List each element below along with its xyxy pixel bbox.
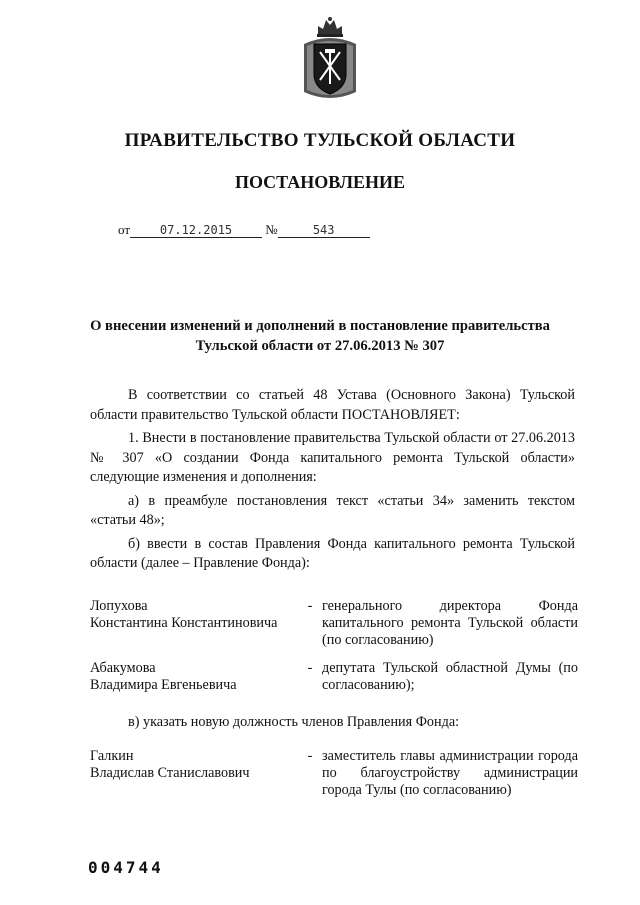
document-number: 543 bbox=[278, 223, 370, 238]
paragraph-item-b: б) ввести в состав Правления Фонда капитального ремонта Тульской области (далее – Правление Фонда): bbox=[90, 535, 575, 571]
member-dash: - bbox=[307, 748, 313, 764]
member-name bbox=[90, 598, 300, 632]
paragraph-preamble: В соответствии со статьей 48 Устава (Основного Закона) Тульской области правительство Тульской области ПОСТАНОВЛЯЕТ: bbox=[90, 387, 575, 423]
member-surname: Абакумова bbox=[90, 660, 156, 676]
member-dash: - bbox=[307, 598, 313, 614]
date-number-line bbox=[118, 222, 370, 238]
member-surname: Лопухова bbox=[90, 598, 148, 614]
date-prefix: от bbox=[118, 222, 131, 237]
paragraph-item-1: 1. Внести в постановление правительства Тульской области от 27.06.2013 № 307 «О создании Фонда капитального ремонта Тульской области» следующие изменения и дополнения: bbox=[90, 430, 575, 485]
member-name bbox=[90, 748, 300, 782]
document-date: 07.12.2015 bbox=[130, 223, 262, 238]
paragraph-item-v: в) указать новую должность членов Правления Фонда: bbox=[128, 714, 460, 730]
member-surname: Галкин bbox=[90, 748, 134, 764]
government-title: ПРАВИТЕЛЬСТВО ТУЛЬСКОЙ ОБЛАСТИ bbox=[124, 130, 516, 151]
member-given-names: Константина Константиновича bbox=[90, 615, 278, 631]
member-position: генерального директора Фонда капитального ремонта Тульской области (по согласованию) bbox=[322, 598, 578, 648]
member-position: депутата Тульской областной Думы (по согласованию); bbox=[322, 660, 578, 693]
number-prefix: № bbox=[265, 222, 278, 237]
document-type: ПОСТАНОВЛЕНИЕ bbox=[234, 172, 406, 192]
subject-line-2: Тульской области от 27.06.2013 № 307 bbox=[195, 338, 445, 354]
paragraph-item-a: а) в преамбуле постановления текст «статьи 34» заменить текстом «статьи 48»; bbox=[90, 492, 575, 528]
document-subject bbox=[60, 316, 580, 356]
member-name bbox=[90, 660, 300, 694]
member-given-names: Владимира Евгеньевича bbox=[90, 677, 237, 693]
member-position: заместитель главы администрации города по благоустройству администрации города Тулы (по согласованию) bbox=[322, 748, 578, 798]
coat-of-arms-icon bbox=[298, 14, 362, 100]
subject-line-1: О внесении изменений и дополнений в постановление правительства bbox=[90, 318, 550, 334]
member-given-names: Владислав Станиславович bbox=[90, 765, 250, 781]
serial-number: 004744 bbox=[88, 858, 164, 877]
document-body bbox=[90, 386, 575, 578]
member-dash: - bbox=[307, 660, 313, 676]
